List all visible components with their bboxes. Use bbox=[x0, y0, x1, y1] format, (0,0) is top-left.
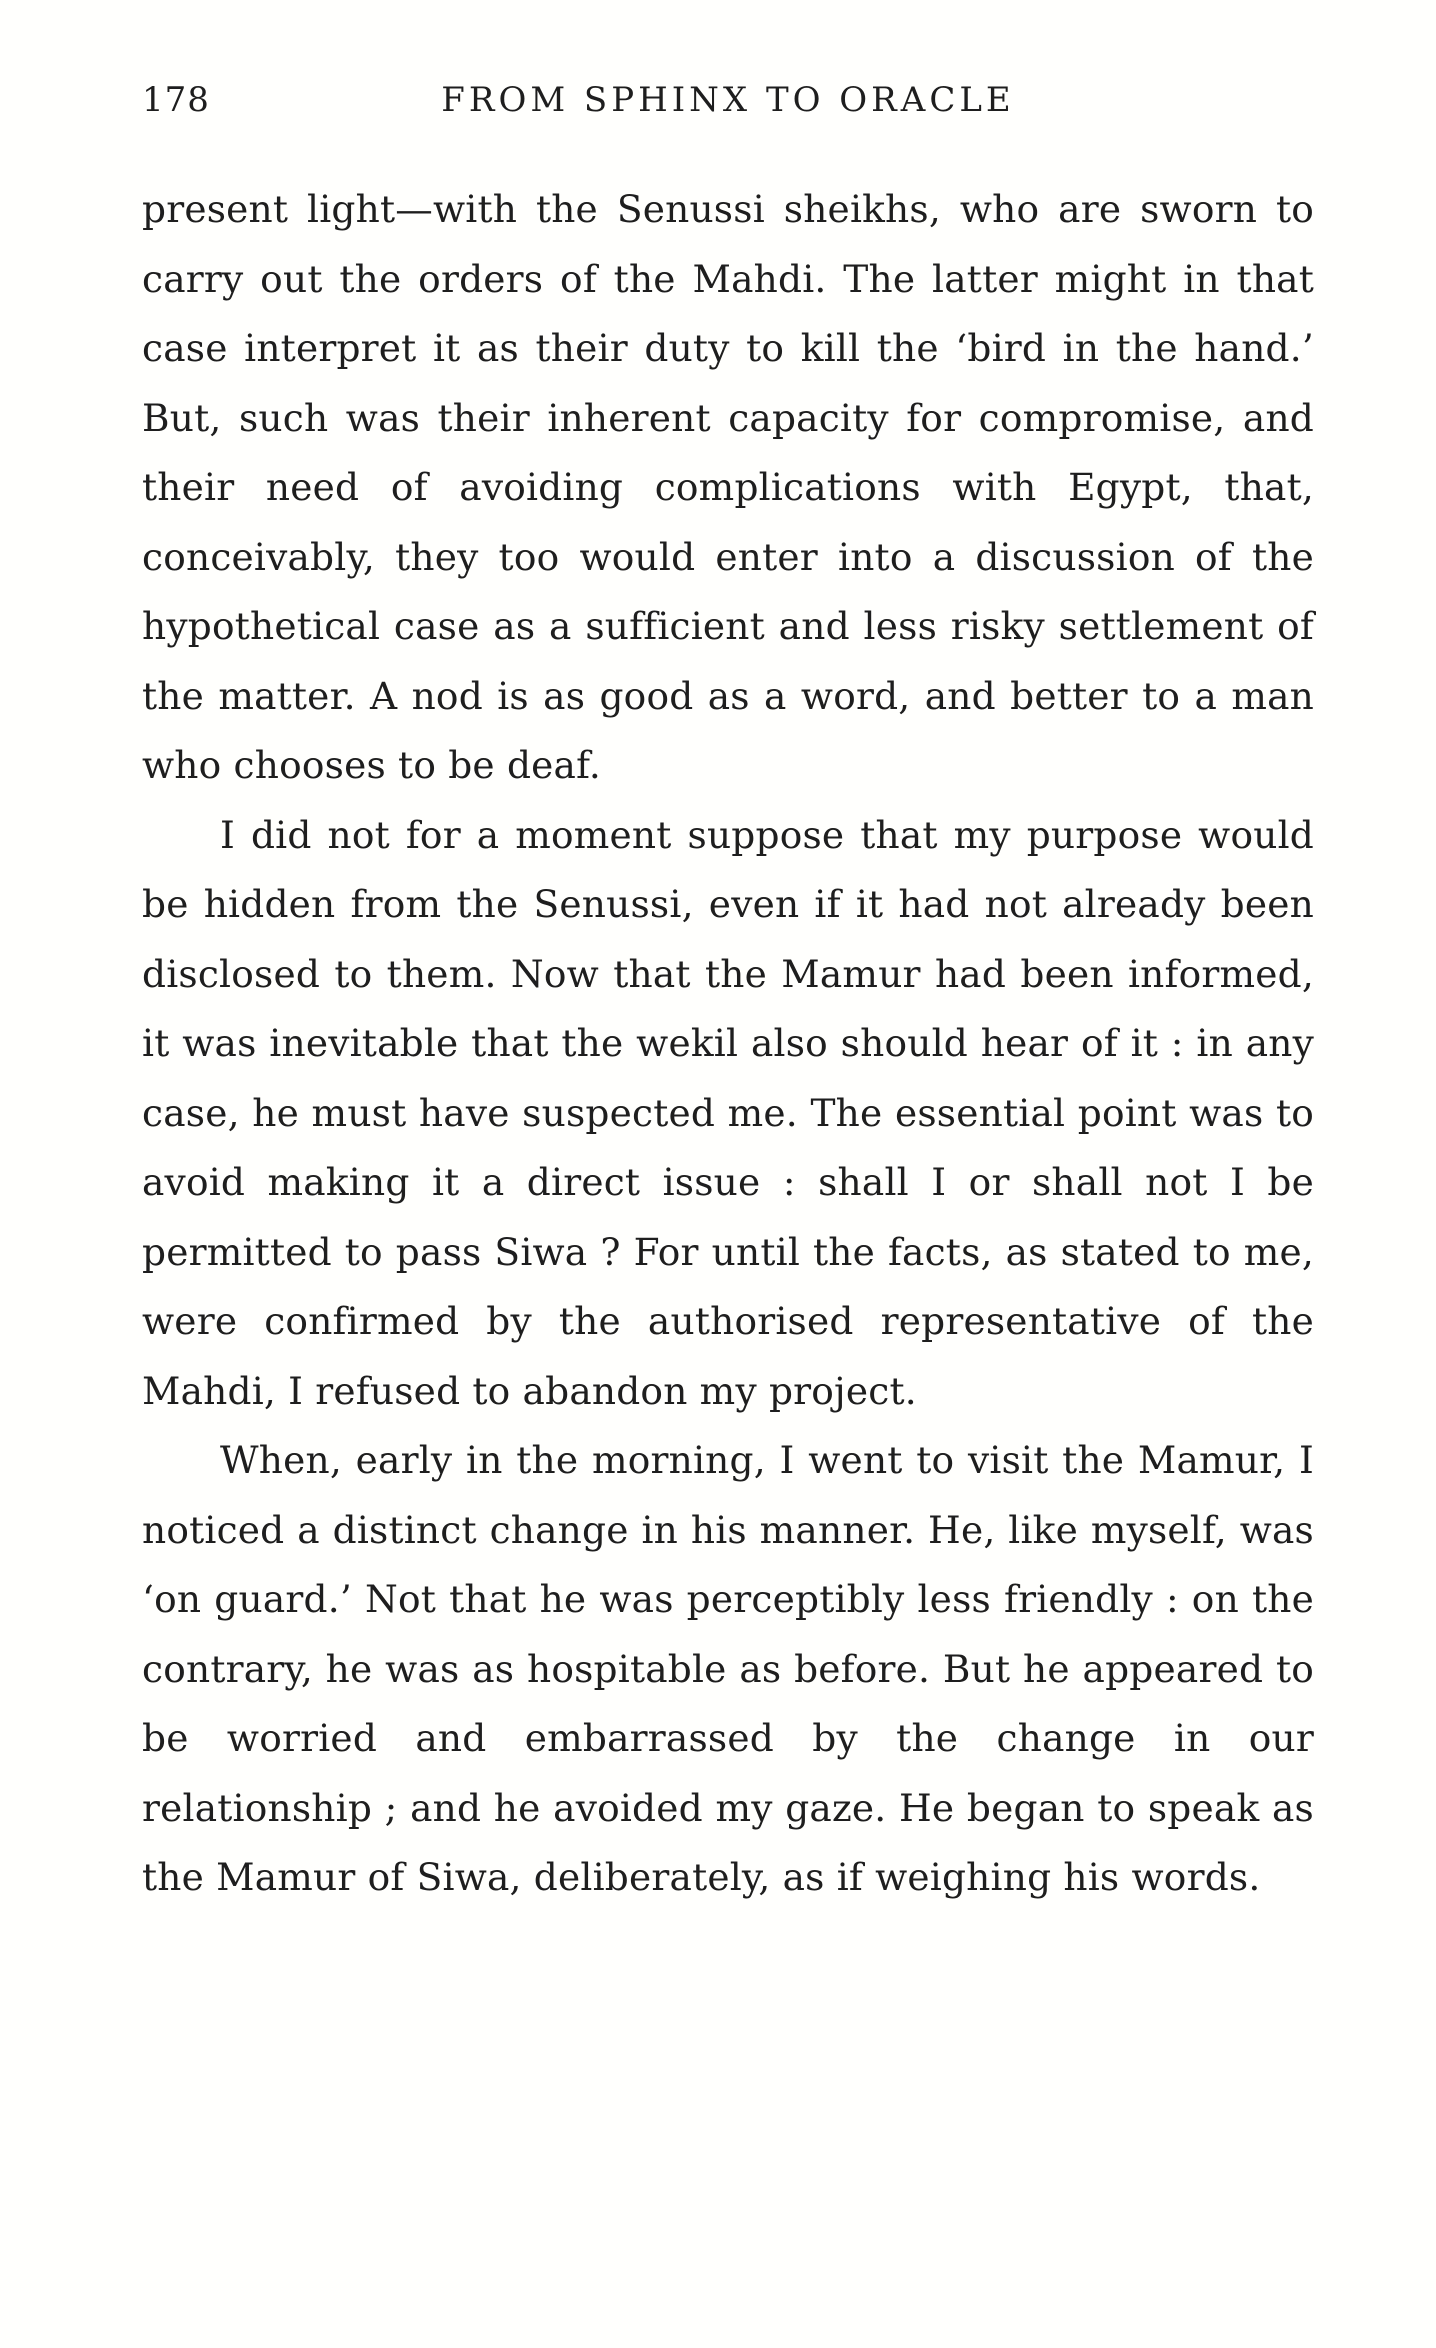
body-text bbox=[142, 175, 1314, 1913]
running-title: FROM SPHINX TO ORACLE bbox=[441, 80, 1015, 120]
paragraph-continued: present light—with the Senussi sheikhs, who are sworn to carry out the orders of the Mahdi. The latter might in that case interpret it as their duty to kill the ‘bird in the hand.’ But, such was their inherent capacity for compromise, and their need of avoiding complications with Egypt, that, conceivably, they too would enter into a discussion of the hypothetical case as a sufficient and less risky settlement of the matter. A nod is as good as a word, and better to a man who chooses to be deaf. bbox=[142, 187, 1314, 787]
paragraph: I did not for a moment suppose that my purpose would be hidden from the Senussi, even if it had not already been disclosed to them. Now that the Mamur had been informed, it was inevitable that the wekil also should hear of it : in any case, he must have suspected me. The essential point was to avoid making it a direct issue : shall I or shall not I be permitted to pass Siwa ? For until the facts, as stated to me, were confirmed by the authorised representative of the Mahdi, I refused to abandon my project. bbox=[142, 812, 1314, 1413]
page-number: 178 bbox=[142, 80, 210, 120]
page-header bbox=[142, 80, 1314, 130]
paragraph: When, early in the morning, I went to visit the Mamur, I noticed a distinct change in his manner. He, like myself, was ‘on guard.’ Not that he was perceptibly less friendly : on the contrary, he was as hospitable as before. But he appeared to be worried and embarrassed by the change in our relationship ; and he avoided my gaze. He began to speak as the Mamur of Siwa, deliberately, as if weighing his words. bbox=[142, 1438, 1314, 1899]
